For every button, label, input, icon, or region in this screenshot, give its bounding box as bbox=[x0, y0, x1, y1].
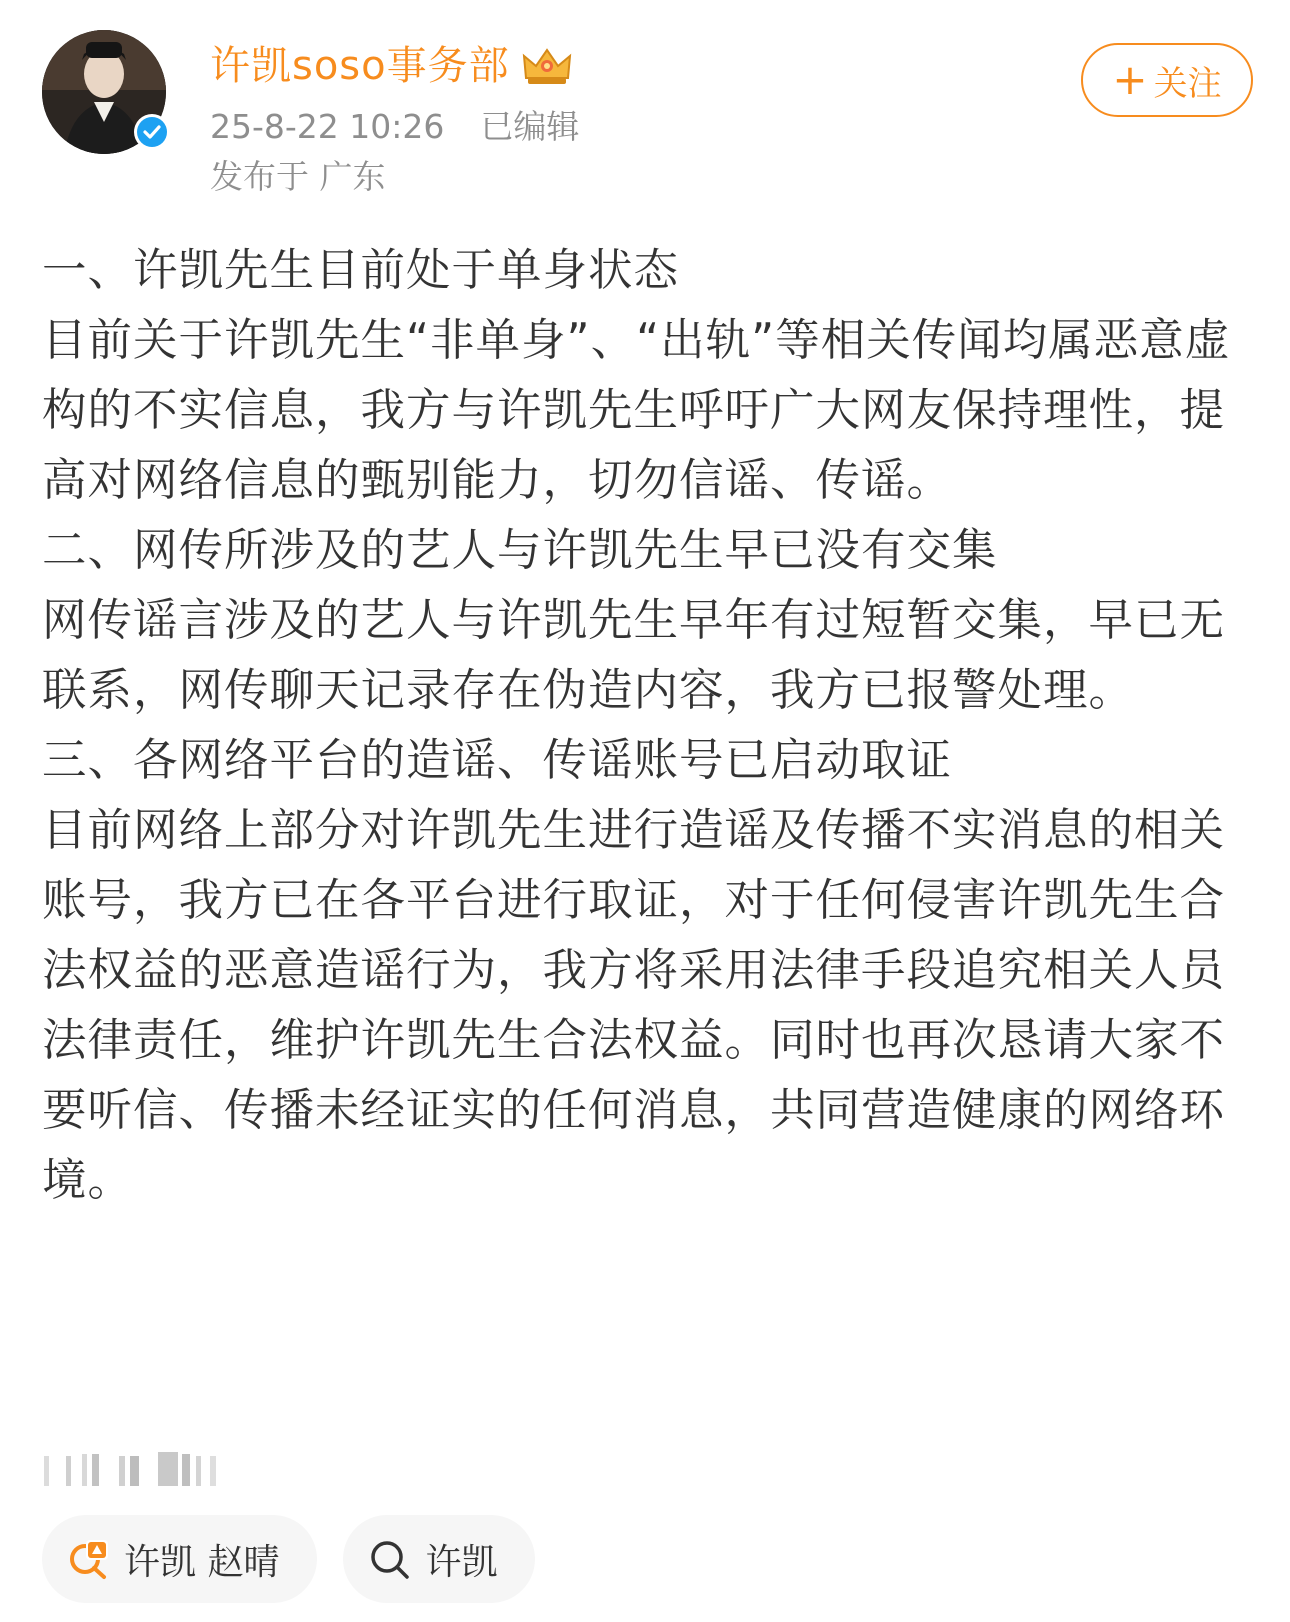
crown-badge-icon[interactable] bbox=[520, 44, 574, 88]
paragraph-heading-3: 三、各网络平台的造谣、传谣账号已启动取证 bbox=[42, 735, 953, 786]
verified-icon bbox=[134, 114, 170, 150]
paragraph-heading-2: 二、网传所涉及的艺人与许凯先生早已没有交集 bbox=[42, 525, 998, 576]
post-meta bbox=[210, 104, 579, 150]
paragraph-heading-1: 一、许凯先生目前处于单身状态 bbox=[42, 245, 680, 296]
post-timestamp: 25-8-22 10:26 bbox=[210, 107, 445, 146]
topic-tags bbox=[42, 1515, 561, 1603]
follow-button[interactable] bbox=[1081, 43, 1253, 117]
paragraph-body-2: 网传谣言涉及的艺人与许凯先生早年有过短暂交集，早已无联系，网传聊天记录存在伪造内容，我方已报警处理。 bbox=[42, 595, 1226, 716]
post-header bbox=[0, 0, 1290, 220]
paragraph-body-1: 目前关于许凯先生“非单身”、“出轨”等相关传闻均属恶意虚构的不实信息，我方与许凯先生呼吁广大网友保持理性，提高对网络信息的甄别能力，切勿信谣、传谣。 bbox=[42, 315, 1231, 506]
post-body bbox=[42, 236, 1252, 1216]
topic-tag-label: 许凯 赵晴 bbox=[124, 1541, 280, 1583]
avatar[interactable] bbox=[42, 30, 166, 154]
edited-label[interactable]: 已编辑 bbox=[480, 107, 580, 146]
image-strip[interactable] bbox=[44, 1450, 244, 1490]
paragraph-body-3: 目前网络上部分对许凯先生进行造谣及传播不实消息的相关账号，我方已在各平台进行取证，对于任何侵害许凯先生合法权益的恶意造谣行为，我方将采用法律手段追究相关人员法律责任，维护许凯先生合法权益。同时也再次恳请大家不要听信、传播未经证实的任何消息，共同营造健康的网络环境。 bbox=[42, 805, 1226, 1206]
hot-search-icon bbox=[68, 1538, 110, 1580]
topic-tag-search[interactable] bbox=[343, 1515, 535, 1603]
username-row bbox=[210, 38, 574, 94]
follow-label: 关注 bbox=[1153, 63, 1222, 104]
topic-tag-hot[interactable] bbox=[42, 1515, 317, 1603]
search-icon bbox=[369, 1538, 411, 1580]
topic-tag-label: 许凯 bbox=[425, 1541, 498, 1583]
plus-icon: + bbox=[1112, 55, 1148, 104]
username[interactable]: 许凯soso事务部 bbox=[210, 43, 510, 89]
post-location: 发布于 广东 bbox=[210, 157, 386, 196]
